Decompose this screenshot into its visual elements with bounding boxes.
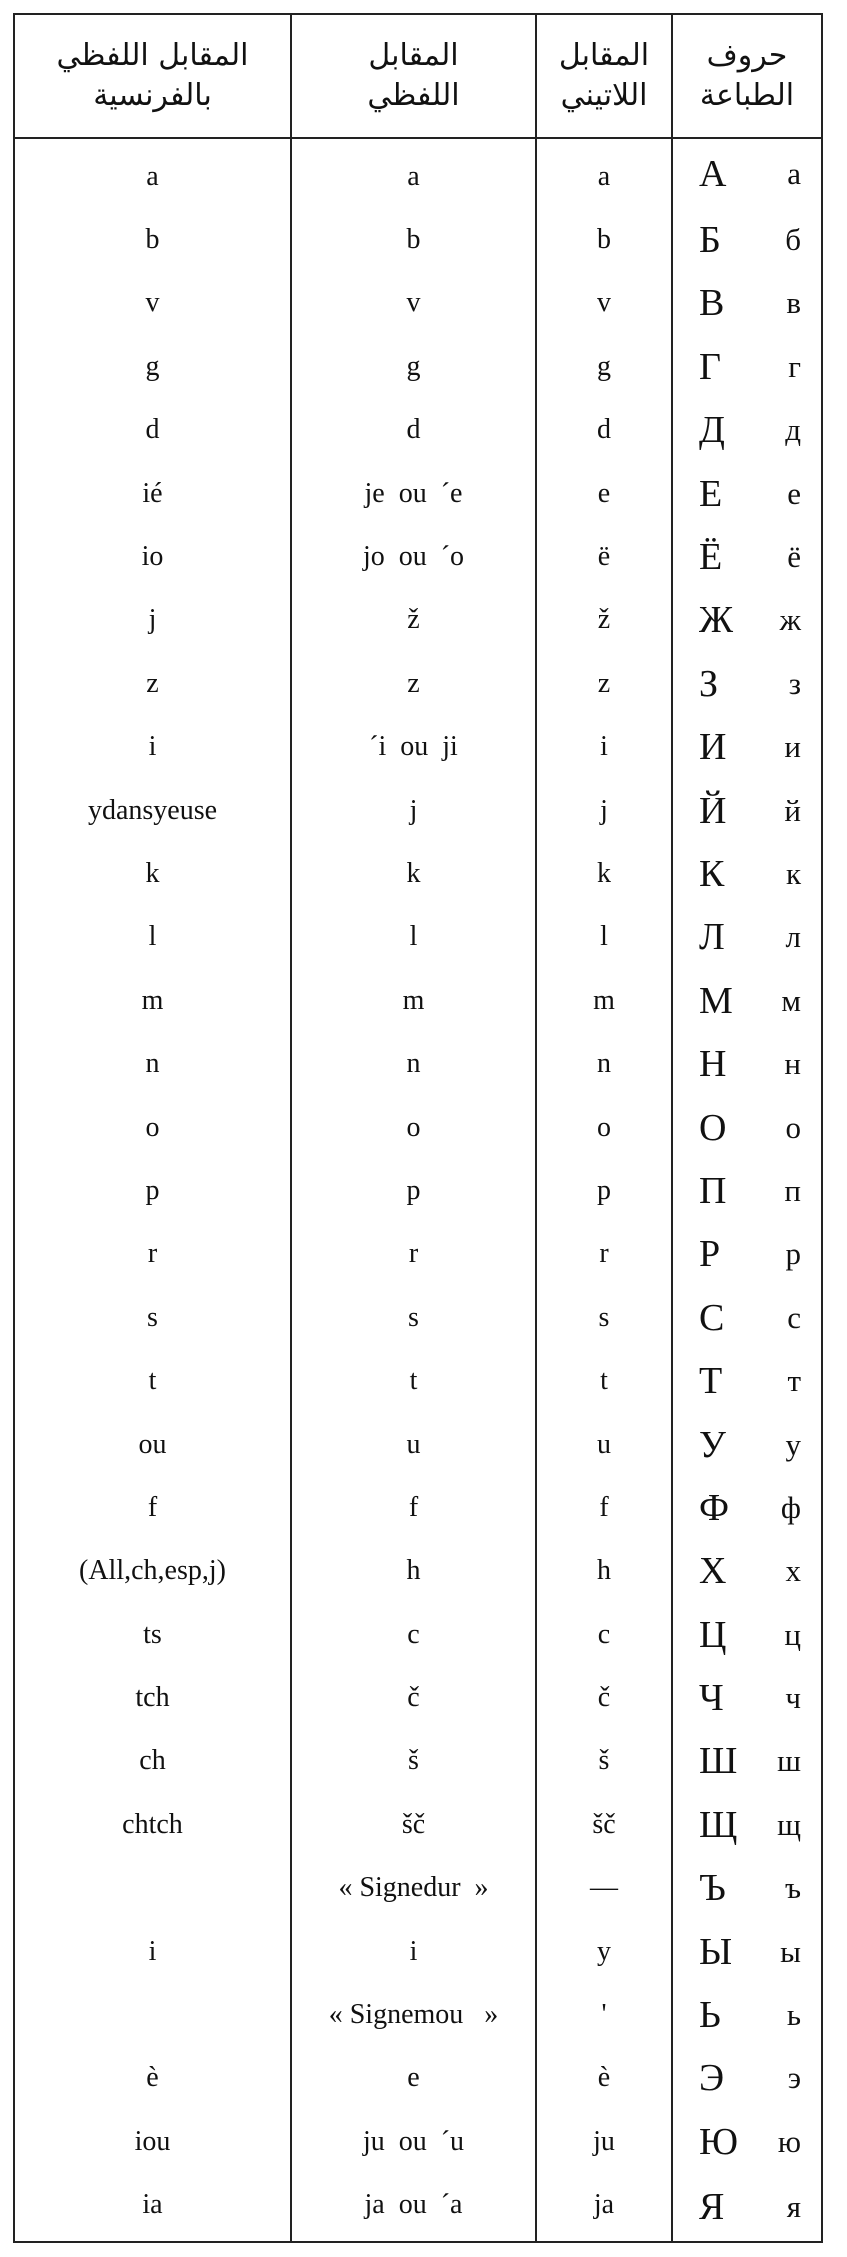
cyrillic-lowercase: г	[788, 348, 801, 384]
phonetic-cell: jo ou ´o	[291, 525, 536, 588]
cyrillic-cell	[672, 1666, 822, 1729]
cyrillic-lowercase: и	[784, 729, 801, 765]
cyrillic-uppercase: Ж	[699, 599, 734, 642]
cyrillic-uppercase: Е	[699, 472, 723, 515]
phonetic-cell: ju ou ´u	[291, 2110, 536, 2173]
cyrillic-lowercase: ь	[786, 1997, 801, 2033]
cyrillic-cell	[672, 335, 822, 398]
phonetic-cell: n	[291, 1032, 536, 1095]
cyrillic-lowercase: б	[785, 222, 801, 258]
cyrillic-uppercase: У	[699, 1423, 726, 1466]
french-cell: t	[14, 1349, 291, 1412]
table-row	[14, 1286, 822, 1349]
cyrillic-uppercase: Б	[699, 219, 721, 262]
table-row	[14, 1096, 822, 1159]
cyrillic-cell	[672, 399, 822, 462]
latin-cell: m	[536, 969, 672, 1032]
cyrillic-lowercase: х	[785, 1553, 801, 1589]
latin-cell: f	[536, 1476, 672, 1539]
table-row	[14, 525, 822, 588]
french-cell: l	[14, 906, 291, 969]
cyrillic-uppercase: Ф	[699, 1486, 730, 1529]
cyrillic-lowercase: м	[781, 982, 801, 1018]
cyrillic-uppercase: Н	[699, 1043, 727, 1086]
header-french-equivalent	[14, 14, 291, 138]
table-row	[14, 2174, 822, 2242]
header-french-line-2: بالفرنسية	[93, 78, 212, 113]
cyrillic-cell	[672, 1032, 822, 1095]
cyrillic-uppercase: Я	[699, 2186, 725, 2229]
phonetic-cell: f	[291, 1476, 536, 1539]
table-row	[14, 652, 822, 715]
cyrillic-cell	[672, 1603, 822, 1666]
cyrillic-uppercase: Г	[699, 345, 721, 388]
cyrillic-uppercase: И	[699, 726, 727, 769]
cyrillic-uppercase: Щ	[699, 1803, 738, 1846]
phonetic-cell: c	[291, 1603, 536, 1666]
french-cell: iou	[14, 2110, 291, 2173]
cyrillic-cell	[672, 906, 822, 969]
french-cell: f	[14, 1476, 291, 1539]
latin-cell: c	[536, 1603, 672, 1666]
table-row	[14, 1349, 822, 1412]
latin-cell: v	[536, 272, 672, 335]
cyrillic-lowercase: й	[784, 792, 801, 828]
french-cell: i	[14, 716, 291, 779]
phonetic-cell: d	[291, 399, 536, 462]
cyrillic-uppercase: О	[699, 1106, 727, 1149]
table-row	[14, 589, 822, 652]
table-body	[14, 138, 822, 2242]
phonetic-cell: l	[291, 906, 536, 969]
cyrillic-lowercase: с	[787, 1299, 801, 1335]
cyrillic-lowercase: я	[786, 2189, 801, 2225]
latin-cell: a	[536, 138, 672, 208]
cyrillic-lowercase: ё	[787, 539, 801, 575]
cyrillic-uppercase: М	[699, 979, 733, 1022]
french-cell: ts	[14, 1603, 291, 1666]
cyrillic-uppercase: Д	[699, 409, 725, 452]
latin-cell: b	[536, 208, 672, 271]
header-phonetic-line-2: اللفظي	[367, 78, 460, 113]
cyrillic-uppercase: Х	[699, 1550, 727, 1593]
latin-cell: h	[536, 1540, 672, 1603]
phonetic-cell: ž	[291, 589, 536, 652]
phonetic-cell: š	[291, 1730, 536, 1793]
french-cell: ié	[14, 462, 291, 525]
phonetic-cell: v	[291, 272, 536, 335]
phonetic-cell: u	[291, 1413, 536, 1476]
cyrillic-lowercase: р	[785, 1236, 801, 1272]
header-phonetic-equivalent	[291, 14, 536, 138]
latin-cell: z	[536, 652, 672, 715]
phonetic-cell: « Signedur »	[291, 1857, 536, 1920]
table-row	[14, 1666, 822, 1729]
latin-cell: ju	[536, 2110, 672, 2173]
french-cell: v	[14, 272, 291, 335]
cyrillic-cell	[672, 1857, 822, 1920]
cyrillic-lowercase: в	[786, 285, 801, 321]
latin-cell: š	[536, 1730, 672, 1793]
phonetic-cell: p	[291, 1159, 536, 1222]
cyrillic-uppercase: Ы	[699, 1930, 733, 1973]
cyrillic-uppercase: В	[699, 282, 725, 325]
cyrillic-lowercase: л	[785, 919, 801, 955]
table-row	[14, 462, 822, 525]
cyrillic-lowercase: з	[788, 665, 801, 701]
cyrillic-uppercase: П	[699, 1169, 727, 1212]
cyrillic-cell	[672, 1286, 822, 1349]
cyrillic-lowercase: т	[787, 1363, 801, 1399]
phonetic-cell: « Signemou »	[291, 1983, 536, 2046]
cyrillic-uppercase: Э	[699, 2057, 725, 2100]
cyrillic-uppercase: З	[699, 662, 719, 705]
cyrillic-cell	[672, 138, 822, 208]
cyrillic-uppercase: Р	[699, 1233, 721, 1276]
latin-cell: —	[536, 1857, 672, 1920]
cyrillic-lowercase: у	[785, 1426, 801, 1462]
cyrillic-uppercase: Ч	[699, 1677, 724, 1720]
table-row	[14, 1413, 822, 1476]
cyrillic-lowercase: н	[784, 1046, 801, 1082]
latin-cell: d	[536, 399, 672, 462]
latin-cell: i	[536, 716, 672, 779]
phonetic-cell: r	[291, 1223, 536, 1286]
french-cell: io	[14, 525, 291, 588]
table-row	[14, 1476, 822, 1539]
latin-cell: o	[536, 1096, 672, 1159]
cyrillic-uppercase: Ц	[699, 1613, 727, 1656]
latin-cell: è	[536, 2047, 672, 2110]
table-row	[14, 399, 822, 462]
table-row	[14, 2047, 822, 2110]
cyrillic-cell	[672, 272, 822, 335]
cyrillic-cell	[672, 462, 822, 525]
header-row	[14, 14, 822, 138]
table-row	[14, 335, 822, 398]
cyrillic-cell	[672, 716, 822, 779]
cyrillic-lowercase: к	[785, 855, 801, 891]
cyrillic-lowercase: п	[784, 1172, 801, 1208]
latin-cell: r	[536, 1223, 672, 1286]
french-cell: a	[14, 138, 291, 208]
table-row	[14, 1983, 822, 2046]
cyrillic-cell	[672, 969, 822, 1032]
cyrillic-cell	[672, 1793, 822, 1856]
table-row	[14, 716, 822, 779]
table-row	[14, 1793, 822, 1856]
latin-cell: t	[536, 1349, 672, 1412]
phonetic-cell: t	[291, 1349, 536, 1412]
latin-cell: ja	[536, 2174, 672, 2242]
cyrillic-lowercase: е	[787, 475, 801, 511]
header-latin-line-1: المقابل	[558, 38, 650, 73]
french-cell: (All,ch,esp,j)	[14, 1540, 291, 1603]
phonetic-cell: g	[291, 335, 536, 398]
latin-cell: ë	[536, 525, 672, 588]
cyrillic-uppercase: А	[699, 152, 727, 195]
table-row	[14, 2110, 822, 2173]
french-cell: è	[14, 2047, 291, 2110]
cyrillic-lowercase: ч	[785, 1680, 801, 1716]
cyrillic-cell	[672, 1476, 822, 1539]
cyrillic-lowercase: д	[785, 412, 801, 448]
cyrillic-cell	[672, 2047, 822, 2110]
latin-cell: šč	[536, 1793, 672, 1856]
cyrillic-uppercase: К	[699, 852, 725, 895]
phonetic-cell: k	[291, 842, 536, 905]
french-cell: tch	[14, 1666, 291, 1729]
latin-cell: č	[536, 1666, 672, 1729]
table-row	[14, 842, 822, 905]
latin-cell: u	[536, 1413, 672, 1476]
cyrillic-cell	[672, 1730, 822, 1793]
cyrillic-lowercase: ш	[777, 1743, 801, 1779]
cyrillic-lowercase: ю	[777, 2123, 801, 2159]
header-phonetic-line-1: المقابل	[368, 38, 459, 73]
table-row	[14, 1857, 822, 1920]
latin-cell: s	[536, 1286, 672, 1349]
table-row	[14, 779, 822, 842]
cyrillic-cell	[672, 1223, 822, 1286]
latin-cell: j	[536, 779, 672, 842]
phonetic-cell: b	[291, 208, 536, 271]
phonetic-cell: i	[291, 1920, 536, 1983]
cyrillic-lowercase: ъ	[784, 1870, 801, 1906]
phonetic-cell: je ou ´e	[291, 462, 536, 525]
cyrillic-lowercase: ц	[784, 1616, 801, 1652]
french-cell: chtch	[14, 1793, 291, 1856]
cyrillic-uppercase: С	[699, 1296, 725, 1339]
table-row	[14, 906, 822, 969]
latin-cell: l	[536, 906, 672, 969]
french-cell: m	[14, 969, 291, 1032]
cyrillic-lowercase: а	[787, 155, 801, 191]
latin-cell: e	[536, 462, 672, 525]
table-row	[14, 208, 822, 271]
phonetic-cell: o	[291, 1096, 536, 1159]
cyrillic-cell	[672, 1349, 822, 1412]
phonetic-cell: ´i ou ji	[291, 716, 536, 779]
header-latin-equivalent	[536, 14, 672, 138]
french-cell: j	[14, 589, 291, 652]
latin-cell: y	[536, 1920, 672, 1983]
table-row	[14, 969, 822, 1032]
latin-cell: n	[536, 1032, 672, 1095]
phonetic-cell: s	[291, 1286, 536, 1349]
latin-cell: p	[536, 1159, 672, 1222]
phonetic-cell: h	[291, 1540, 536, 1603]
table-row	[14, 1730, 822, 1793]
transliteration-table	[13, 13, 823, 2243]
table-row	[14, 272, 822, 335]
french-cell: ch	[14, 1730, 291, 1793]
cyrillic-cell	[672, 589, 822, 652]
cyrillic-lowercase: щ	[777, 1806, 801, 1842]
cyrillic-lowercase: ы	[780, 1933, 801, 1969]
table-row	[14, 1159, 822, 1222]
french-cell: n	[14, 1032, 291, 1095]
transliteration-sheet	[13, 13, 821, 2246]
cyrillic-uppercase: Л	[699, 916, 725, 959]
french-cell: ydansyeuse	[14, 779, 291, 842]
french-cell: b	[14, 208, 291, 271]
french-cell	[14, 1857, 291, 1920]
table-row	[14, 138, 822, 208]
latin-cell: ž	[536, 589, 672, 652]
cyrillic-uppercase: Ю	[699, 2120, 739, 2163]
cyrillic-cell	[672, 525, 822, 588]
header-latin-line-2: اللاتيني	[560, 78, 648, 113]
french-cell: s	[14, 1286, 291, 1349]
cyrillic-uppercase: Й	[699, 789, 727, 832]
cyrillic-cell	[672, 652, 822, 715]
cyrillic-cell	[672, 1159, 822, 1222]
cyrillic-cell	[672, 208, 822, 271]
latin-cell: '	[536, 1983, 672, 2046]
cyrillic-uppercase: Ё	[699, 536, 723, 579]
latin-cell: k	[536, 842, 672, 905]
phonetic-cell: šč	[291, 1793, 536, 1856]
cyrillic-uppercase: Ъ	[699, 1867, 726, 1910]
phonetic-cell: č	[291, 1666, 536, 1729]
table-row	[14, 1540, 822, 1603]
header-cyrillic-line-1: حروف	[706, 38, 788, 73]
french-cell	[14, 1983, 291, 2046]
cyrillic-cell	[672, 1983, 822, 2046]
cyrillic-lowercase: ж	[779, 602, 801, 638]
phonetic-cell: z	[291, 652, 536, 715]
phonetic-cell: j	[291, 779, 536, 842]
french-cell: p	[14, 1159, 291, 1222]
cyrillic-cell	[672, 1540, 822, 1603]
cyrillic-cell	[672, 842, 822, 905]
french-cell: k	[14, 842, 291, 905]
cyrillic-uppercase: Ь	[699, 1994, 721, 2037]
cyrillic-lowercase: ф	[780, 1489, 801, 1525]
header-cyrillic-line-2: الطباعة	[699, 78, 795, 113]
cyrillic-cell	[672, 2174, 822, 2242]
phonetic-cell: e	[291, 2047, 536, 2110]
cyrillic-cell	[672, 1413, 822, 1476]
cyrillic-uppercase: Т	[699, 1360, 723, 1403]
french-cell: i	[14, 1920, 291, 1983]
cyrillic-cell	[672, 1920, 822, 1983]
french-cell: g	[14, 335, 291, 398]
french-cell: o	[14, 1096, 291, 1159]
french-cell: d	[14, 399, 291, 462]
table-row	[14, 1032, 822, 1095]
cyrillic-lowercase: о	[785, 1109, 801, 1145]
french-cell: r	[14, 1223, 291, 1286]
cyrillic-cell	[672, 2110, 822, 2173]
table-row	[14, 1603, 822, 1666]
cyrillic-cell	[672, 1096, 822, 1159]
french-cell: ou	[14, 1413, 291, 1476]
table-row	[14, 1223, 822, 1286]
french-cell: z	[14, 652, 291, 715]
table-row	[14, 1920, 822, 1983]
cyrillic-lowercase: э	[787, 2060, 801, 2096]
header-french-line-1: المقابل اللفظي	[56, 38, 249, 73]
french-cell: ia	[14, 2174, 291, 2242]
phonetic-cell: ja ou ´a	[291, 2174, 536, 2242]
cyrillic-uppercase: Ш	[699, 1740, 738, 1783]
phonetic-cell: m	[291, 969, 536, 1032]
cyrillic-cell	[672, 779, 822, 842]
phonetic-cell: a	[291, 138, 536, 208]
header-cyrillic-letters	[672, 14, 822, 138]
latin-cell: g	[536, 335, 672, 398]
